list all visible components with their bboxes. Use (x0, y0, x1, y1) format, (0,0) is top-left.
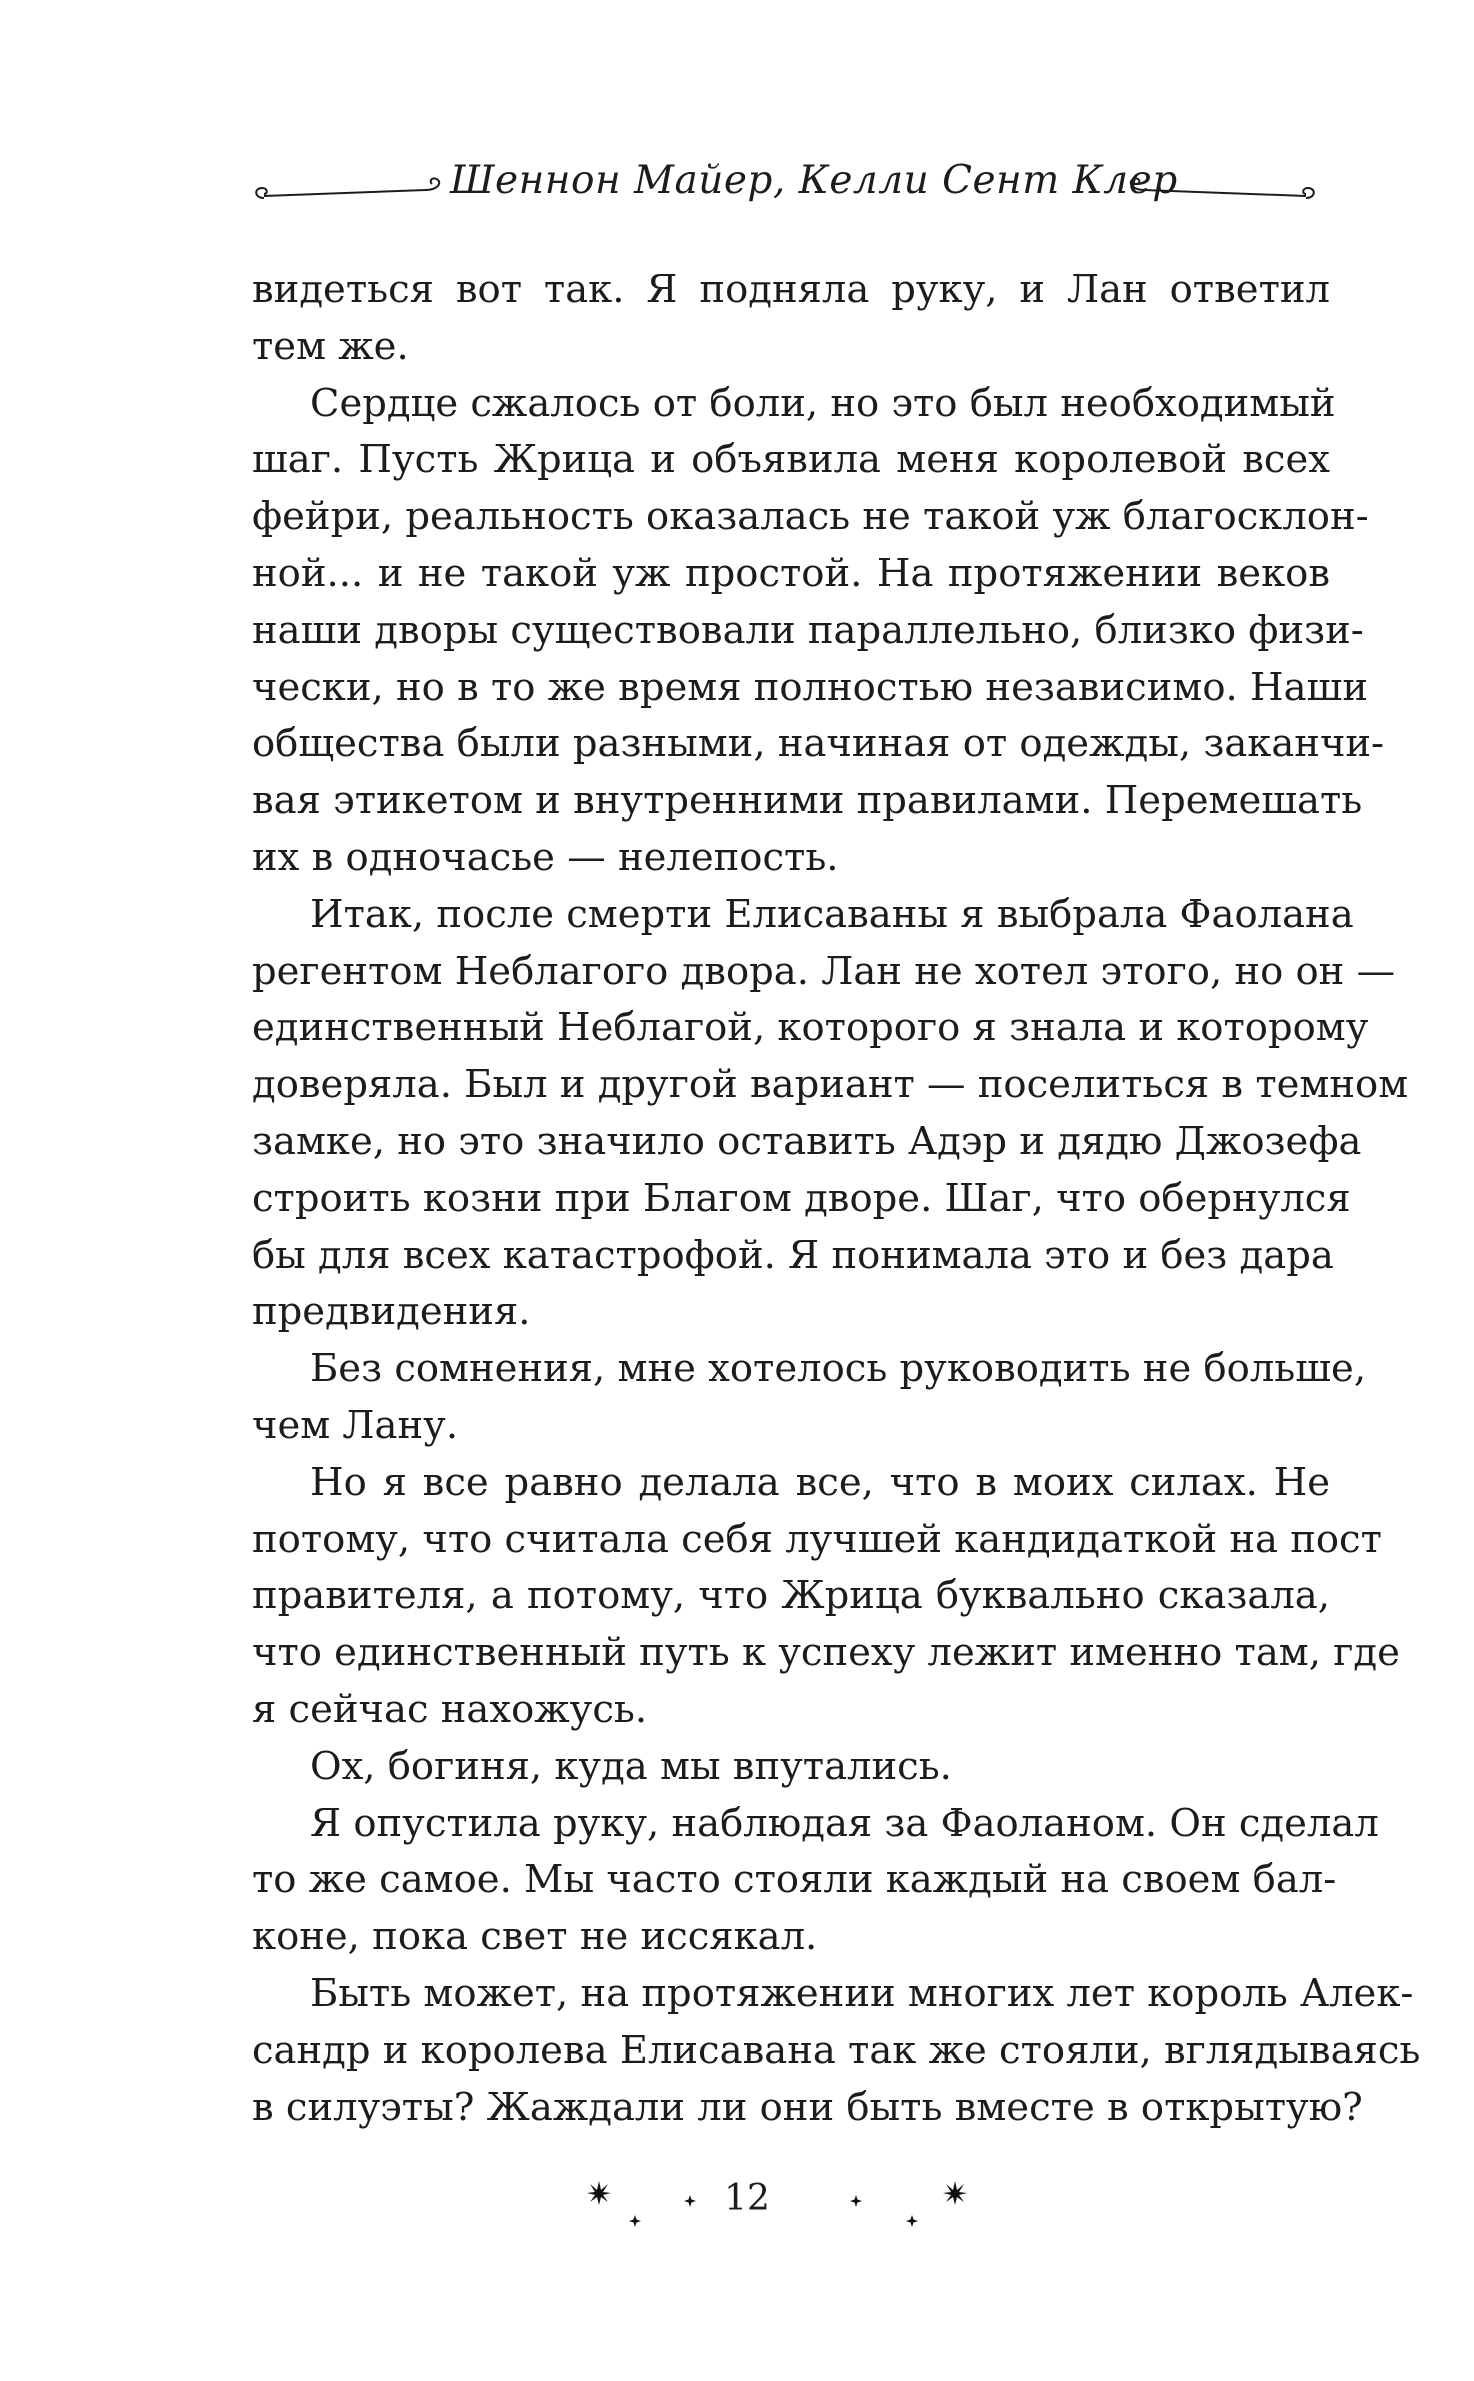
text-line: единственный Неблагой, которого я знала и которому (252, 1005, 1369, 1051)
text-line: что единственный путь к успеху лежит именно там, где (252, 1630, 1400, 1676)
text-line: замке, но это значило оставить Адэр и дядю Джозефа (252, 1118, 1362, 1164)
text-line: Быть может, на протяжении многих лет король Алек- (310, 1970, 1414, 2016)
text-line: видеться вот так. Я подняла руку, и Лан ответил (252, 267, 1330, 312)
text-line: Но я все равно делала все, что в моих силах. Не (310, 1459, 1330, 1505)
text-line: регентом Неблагого двора. Лан не хотел этого, но он — (252, 948, 1396, 994)
star-ornament-icon (586, 2180, 612, 2206)
left-flourish-icon (250, 170, 450, 210)
text-line: ной... и не такой уж простой. На протяжении веков (252, 550, 1330, 596)
body-text (252, 262, 1421, 2136)
text-line: потому, что считала себя лучшей кандидаткой на пост (252, 1516, 1382, 1562)
page-footer (0, 2178, 1474, 2248)
text-line: тем же. (252, 323, 409, 369)
star-ornament-icon (849, 2194, 863, 2208)
text-line: строить козни при Благом дворе. Шаг, что обернулся (252, 1175, 1351, 1221)
text-line: общества были разными, начиная от одежды, заканчи- (252, 721, 1385, 767)
star-ornament-icon (628, 2214, 642, 2228)
text-line: наши дворы существовали параллельно, близко физи- (252, 607, 1364, 653)
text-line: правителя, а потому, что Жрица буквально сказала, (252, 1573, 1330, 1619)
text-line: Сердце сжалось от боли, но это был необходимый (310, 380, 1336, 426)
text-line: Без сомнения, мне хотелось руководить не больше, (310, 1346, 1367, 1392)
text-line: вая этикетом и внутренними правилами. Перемешать (252, 778, 1363, 824)
text-line: Я опустила руку, наблюдая за Фаоланом. Он сделал (310, 1800, 1379, 1846)
star-ornament-icon (942, 2180, 968, 2206)
text-line: Итак, после смерти Елисаваны я выбрала Фаолана (310, 891, 1354, 937)
text-line: я сейчас нахожусь. (252, 1686, 648, 1732)
text-line: фейри, реальность оказалась не такой уж благосклон- (252, 494, 1369, 540)
text-line: бы для всех катастрофой. Я понимала это и без дара (252, 1232, 1334, 1278)
text-line: Ох, богиня, куда мы впутались. (310, 1743, 952, 1789)
text-line: их в одночасье — нелепость. (252, 834, 839, 880)
text-line: шаг. Пусть Жрица и объявила меня королевой всех (252, 437, 1330, 483)
text-line: сандр и королева Елисавана так же стояли, вглядываясь (252, 2027, 1421, 2073)
star-ornament-icon (905, 2214, 919, 2228)
page-number: 12 (724, 2178, 770, 2219)
text-line: чески, но в то же время полностью независимо. Наши (252, 664, 1368, 710)
running-header (250, 150, 1320, 220)
text-line: предвидения. (252, 1289, 531, 1335)
text-line: чем Лану. (252, 1402, 459, 1448)
text-line: в силуэты? Жаждали ли они быть вместе в открытую? (252, 2084, 1363, 2130)
star-ornament-icon (683, 2194, 697, 2208)
text-line: доверяла. Был и другой вариант — поселиться в темном (252, 1062, 1409, 1108)
right-flourish-icon (1120, 170, 1320, 210)
text-line: коне, пока свет не иссякал. (252, 1914, 818, 1960)
text-line: то же самое. Мы часто стояли каждый на своем бал- (252, 1857, 1337, 1903)
running-header-title: Шеннон Майер, Келли Сент Клер (450, 158, 1178, 203)
